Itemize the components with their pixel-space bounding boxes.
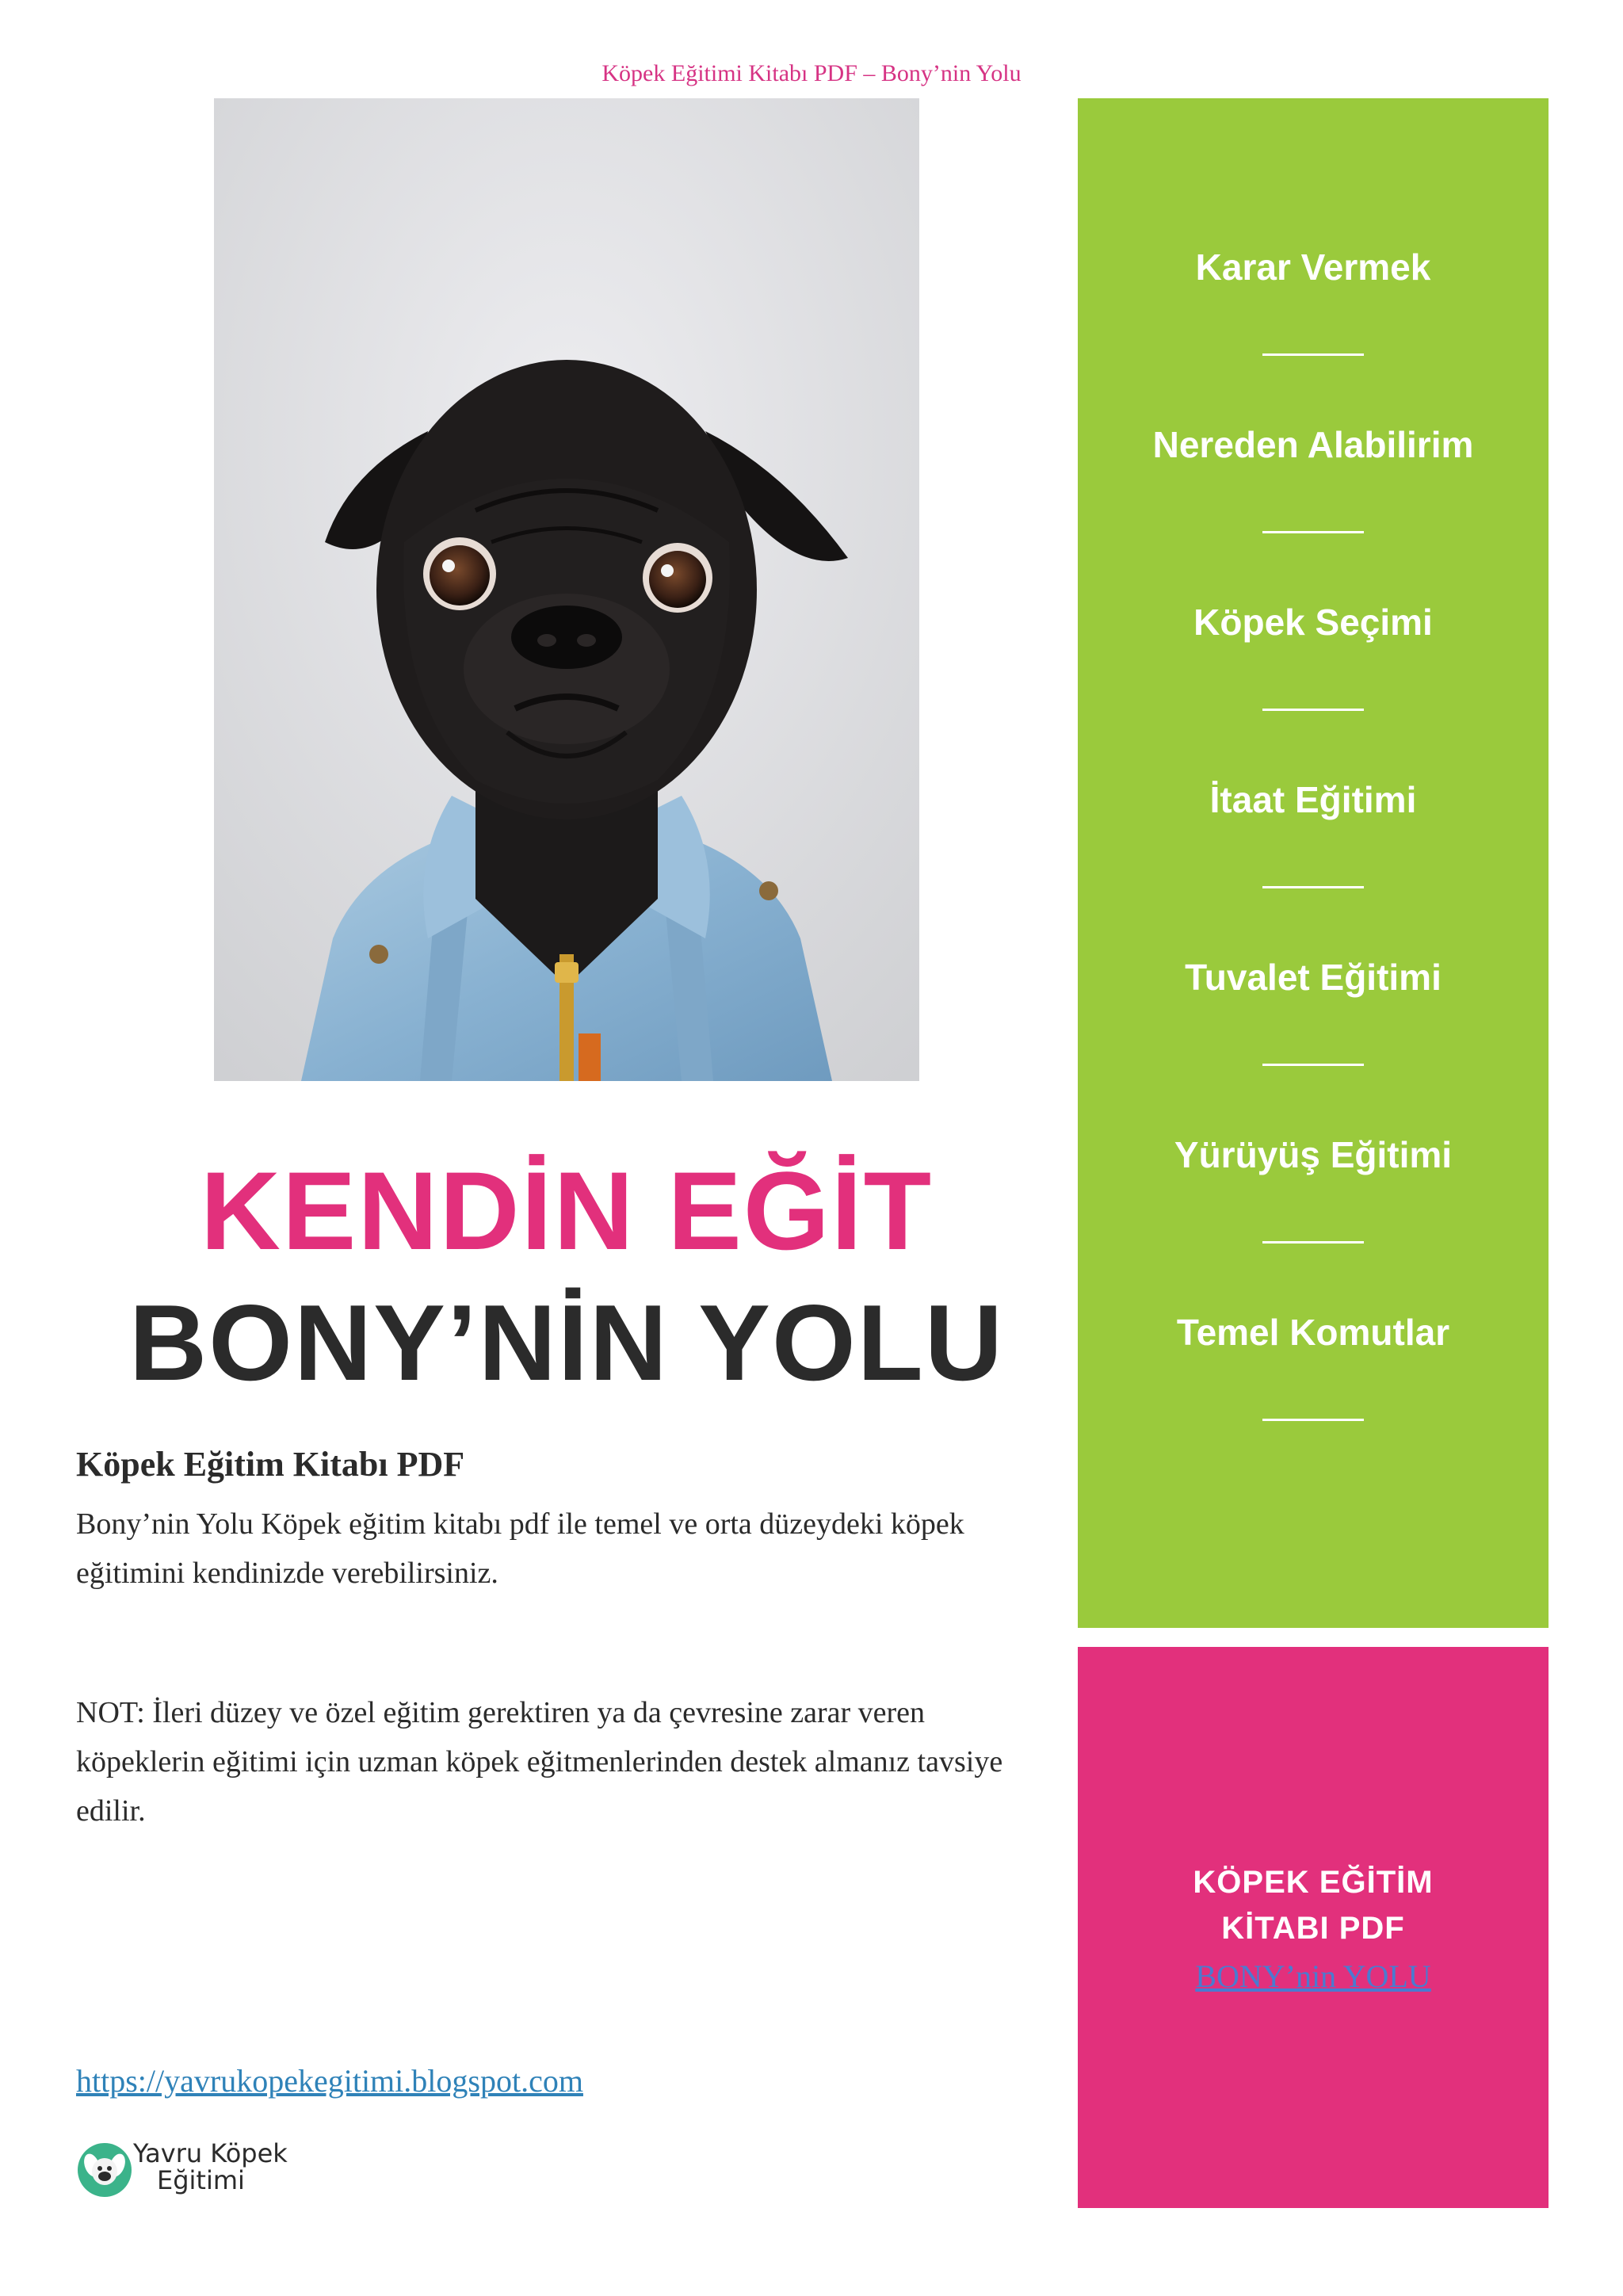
note-paragraph: NOT: İleri düzey ve özel eğitim gerektiren ya da çevresine zarar veren köpeklerin eğitimi için uzman köpek eğitmenlerinden destek almanız tavsiye edilir. [76,1696,1003,1828]
sidebar-divider [1262,531,1364,533]
sidebar-divider [1262,353,1364,356]
sidebar-item-kopek-secimi[interactable]: Köpek Seçimi [1193,602,1433,643]
sidebar-item-yuruyus-egitimi[interactable]: Yürüyüş Eğitimi [1174,1134,1453,1175]
logo-text-line1: Yavru Köpek [133,2138,288,2168]
logo-text-line2: Eğitimi [157,2165,245,2195]
headline-secondary: BONY’NİN YOLU [128,1282,1005,1403]
sidebar-divider [1262,709,1364,711]
section-subheading: Köpek Eğitim Kitabı PDF [76,1445,465,1484]
sidebar-item-temel-komutlar[interactable]: Temel Komutlar [1176,1312,1450,1353]
sidebar-item-itaat-egitimi[interactable]: İtaat Eğitimi [1209,779,1417,820]
sidebar-divider [1262,1241,1364,1244]
sidebar-item-karar-vermek[interactable]: Karar Vermek [1195,246,1431,288]
promo-link[interactable]: BONY’nin YOLU [1195,1958,1431,1994]
sidebar-divider [1262,1064,1364,1066]
promo-title [1078,1859,1549,1951]
intro-paragraph: Bony’nin Yolu Köpek eğitim kitabı pdf ile temel ve orta düzeydeki köpek eğitimini kendinizde verebilirsiniz. [76,1507,964,1590]
website-link[interactable]: https://yavrukopekegitimi.blogspot.com [76,2063,583,2099]
puppy-logo-icon [76,2141,133,2199]
promo-title-line2: KİTABI PDF [1221,1911,1405,1946]
chapter-sidebar [1078,98,1549,1628]
headline-primary: KENDİN EĞİT [200,1148,934,1273]
sidebar-item-tuvalet-egitimi[interactable]: Tuvalet Eğitimi [1185,957,1442,998]
running-header: Köpek Eğitimi Kitabı PDF – Bony’nin Yolu [601,60,1022,86]
pug-photo [214,98,919,1081]
sidebar-divider [1262,886,1364,888]
site-logo [76,2138,314,2202]
promo-box [1078,1647,1549,2208]
sidebar-divider [1262,1419,1364,1421]
sidebar-item-nereden-alabilirim[interactable]: Nereden Alabilirim [1152,424,1474,465]
promo-title-line1: KÖPEK EĞİTİM [1193,1865,1434,1900]
